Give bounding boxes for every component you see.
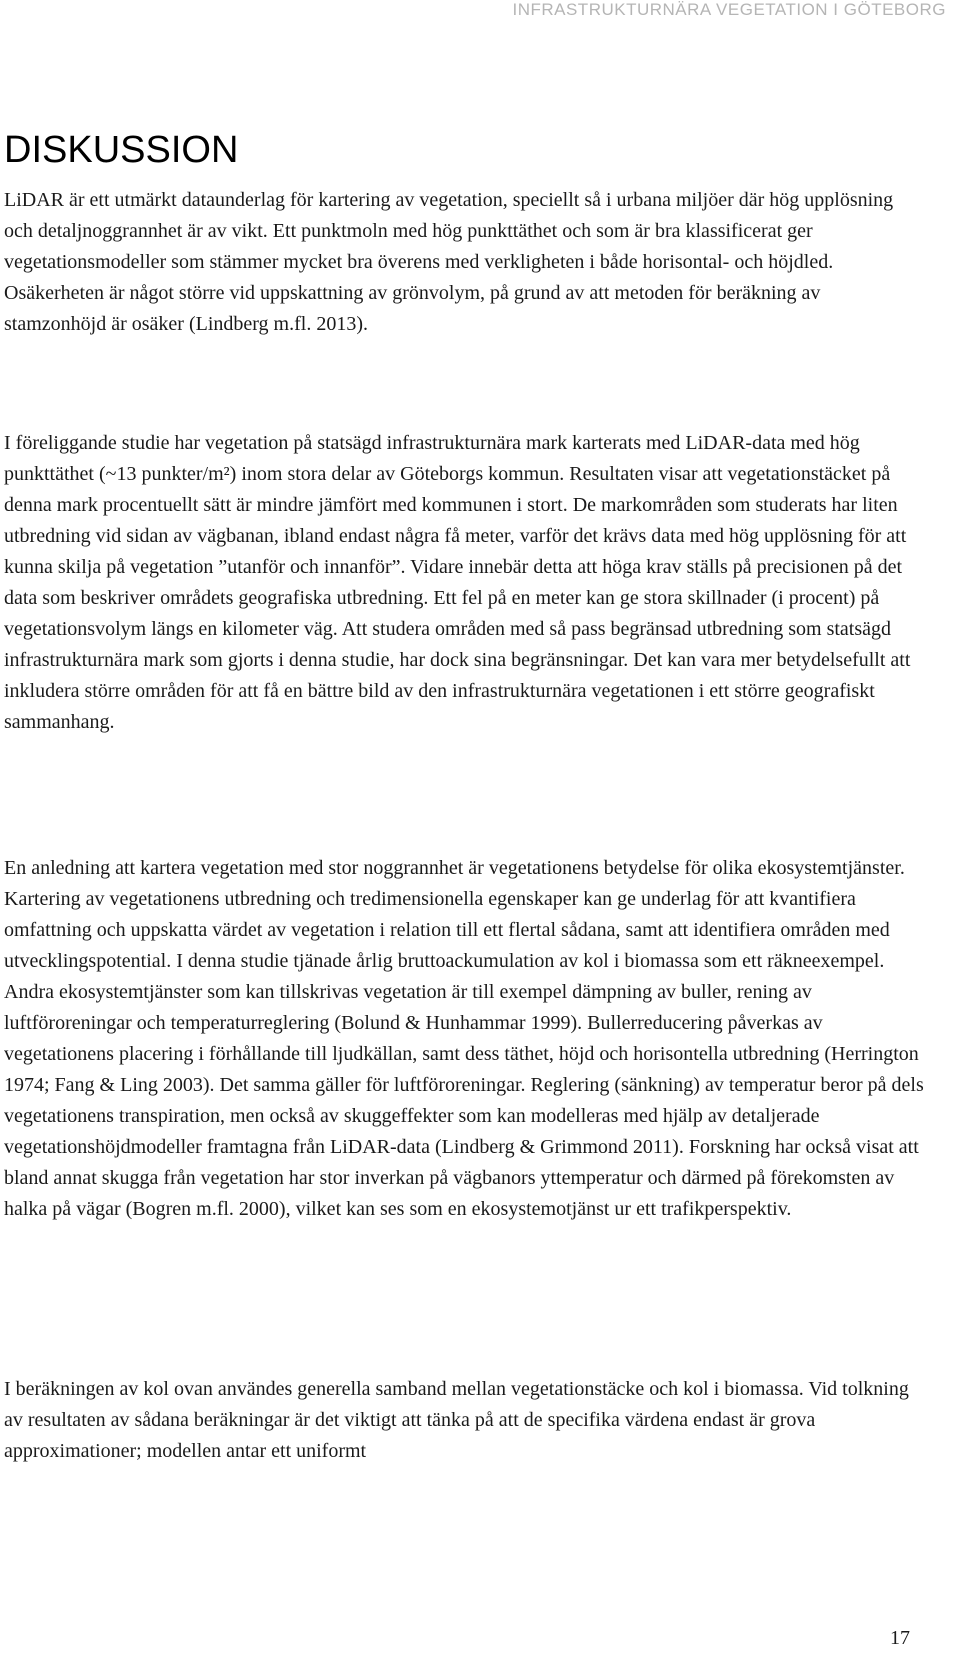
- section-title: DISKUSSION: [4, 129, 239, 171]
- page-number: 17: [890, 1627, 910, 1649]
- paragraph-study-results: I föreliggande studie har vegetation på statsägd infrastrukturnära mark karterats med LiDAR-data med hög punkttäthet (~13 punkter/m²) inom stora delar av Göteborgs kommun. Resultaten visar att vegetationstäcket på denna mark procentuellt sätt är mindre jämfört med kommunen i stort. De markområden som studerats har liten utbredning vid sidan av vägbanan, ibland endast några få meter, varför det krävs data med hög upplösning för att kunna skilja på vegetation ”utanför och innanför”. Vidare innebär detta att höga krav ställs på precisionen på det data som beskriver områdets geografiska utbredning. Ett fel på en meter kan ge stora skillnader (i procent) på vegetationsvolym längs en kilometer väg. Att studera områden med så pass begränsad utbredning som statsägd infrastrukturnära mark som gjorts i denna studie, har dock sina begränsningar. Det kan vara mer betydelsefullt att inkludera större områden för att få en bättre bild av den infrastrukturnära vegetationen i ett större geografiskt sammanhang.: [4, 432, 911, 733]
- paragraph-ecosystem-services: En anledning att kartera vegetation med stor noggrannhet är vegetationens betydelse för olika ekosystemtjänster. Kartering av vegetationens utbredning och tredimensionella egenskaper kan ge underlag för att kvantifiera omfattning och uppskatta värdet av vegetation i relation till ett flertal sådana, samt att identifiera områden med utvecklingspotential. I denna studie tjänade årlig bruttoackumulation av kol i biomassa som ett räkneexempel. Andra ekosystemtjänster som kan tillskrivas vegetation är till exempel dämpning av buller, rening av luftföroreningar och temperaturreglering (Bolund & Hunhammar 1999). Bullerreducering påverkas av vegetationens placering i förhållande till ljudkällan, samt dess täthet, höjd och horisontella utbredning (Herrington 1974; Fang & Ling 2003). Det samma gäller för luftföroreningar. Reglering (sänkning) av temperatur beror på dels vegetationens transpiration, men också av skuggeffekter som kan modelleras med hjälp av detaljerade vegetationshöjdmodeller framtagna från LiDAR-data (Lindberg & Grimmond 2011). Forskning har också visat att bland annat skugga från vegetation har stor inverkan på vägbanors yttemperatur och därmed på förekomsten av halka på vägar (Bogren m.fl. 2000), vilket kan ses som en ekosystemotjänst ur ett trafikperspektiv.: [4, 857, 924, 1220]
- paragraph-lidar-intro: LiDAR är ett utmärkt dataunderlag för kartering av vegetation, speciellt så i urbana miljöer där hög upplösning och detaljnoggrannhet är av vikt. Ett punktmoln med hög punkttäthet och som är bra klassificerat ger vegetationsmodeller som stämmer mycket bra överens med verkligheten i både horisontal- och höjdled. Osäkerheten är något större vid uppskattning av grönvolym, på grund av att metoden för beräkning av stamzonhöjd är osäker (Lindberg m.fl. 2013).: [4, 189, 894, 335]
- running-header: INFRASTRUKTURNÄRA VEGETATION I GÖTEBORG: [512, 0, 946, 19]
- paragraph-carbon-calculation: I beräkningen av kol ovan användes generella samband mellan vegetationstäcke och kol i biomassa. Vid tolkning av resultaten av sådana beräkningar är det viktigt att tänka på att de specifika värdena endast är grova approximationer; modellen antar ett uniformt: [4, 1378, 909, 1462]
